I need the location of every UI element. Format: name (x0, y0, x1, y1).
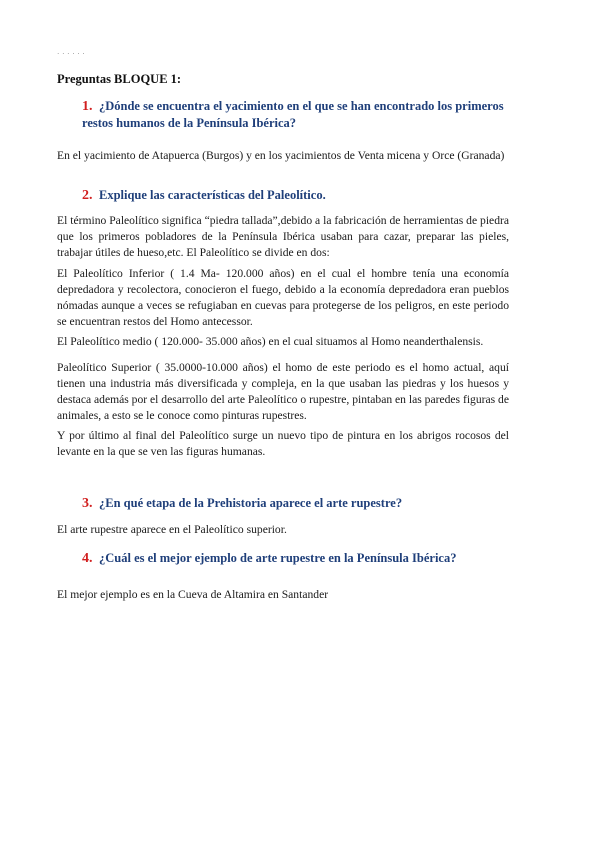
question-3 (82, 495, 512, 512)
answer-2-paleolitico-medio: El Paleolítico medio ( 120.000- 35.000 años) en el cual situamos al Homo neanderthalensis. (57, 335, 484, 348)
answer-3: El arte rupestre aparece en el Paleolítico superior. (57, 523, 287, 536)
question-1 (82, 98, 512, 132)
answer-2-paleolitico-superior: Paleolítico Superior ( 35.0000-10.000 años) el homo de este periodo es el homo actual, aquí tienen una industria más diversificada y compleja, en la que usaban las piedras y los huesos y destaca además por el desarrollo del arte Paleolítico o rupestre, pintaban en las paredes figuras de animales, a esto se le conoce como pinturas rupestres. (57, 361, 509, 422)
question-2 (82, 187, 512, 204)
answer-2-paleolitico-inferior: El Paleolítico Inferior ( 1.4 Ma- 120.000 años) en el cual el hombre tenía una economía depredadora y recolectora, conocieron el fuego, debido a la economía depredadora eran pueblos nómadas aunque a veces se refugiaban en cuevas para protegerse de los peligros, en este periodo se encuentran restos del Homo antecessor. (57, 267, 509, 328)
question-1-number: 1. (82, 99, 93, 114)
question-1-text: ¿Dónde se encuentra el yacimiento en el que se han encontrado los primeros restos humanos de la Península Ibérica? (82, 99, 504, 130)
answer-2-final: Y por último al final del Paleolítico surge un nuevo tipo de pintura en los abrigos rocosos del levante en la que se ven las figuras humanas. (57, 429, 509, 458)
answer-1: En el yacimiento de Atapuerca (Burgos) y en los yacimientos de Venta micena y Orce (Granada) (57, 149, 505, 162)
question-3-text: ¿En qué etapa de la Prehistoria aparece el arte rupestre? (99, 496, 403, 510)
question-2-number: 2. (82, 188, 93, 203)
answer-2-intro: El término Paleolítico significa “piedra tallada”,debido a la fabricación de herramientas de piedra que los primeros pobladores de la Península Ibérica usaban para cazar, preparar las pieles, trabajar útiles de hueso,etc. El Paleolítico se divide en dos: (57, 214, 509, 259)
answer-4: El mejor ejemplo es en la Cueva de Altamira en Santander (57, 588, 329, 601)
question-4-number: 4. (82, 551, 93, 566)
question-2-text: Explique las características del Paleolítico. (99, 188, 326, 202)
question-4-text: ¿Cuál es el mejor ejemplo de arte rupestre en la Península Ibérica? (99, 551, 457, 565)
block-title: Preguntas BLOQUE 1: (57, 72, 182, 86)
header-fragment: · · · · · · (57, 50, 86, 58)
question-3-number: 3. (82, 496, 93, 511)
question-4 (82, 550, 512, 567)
